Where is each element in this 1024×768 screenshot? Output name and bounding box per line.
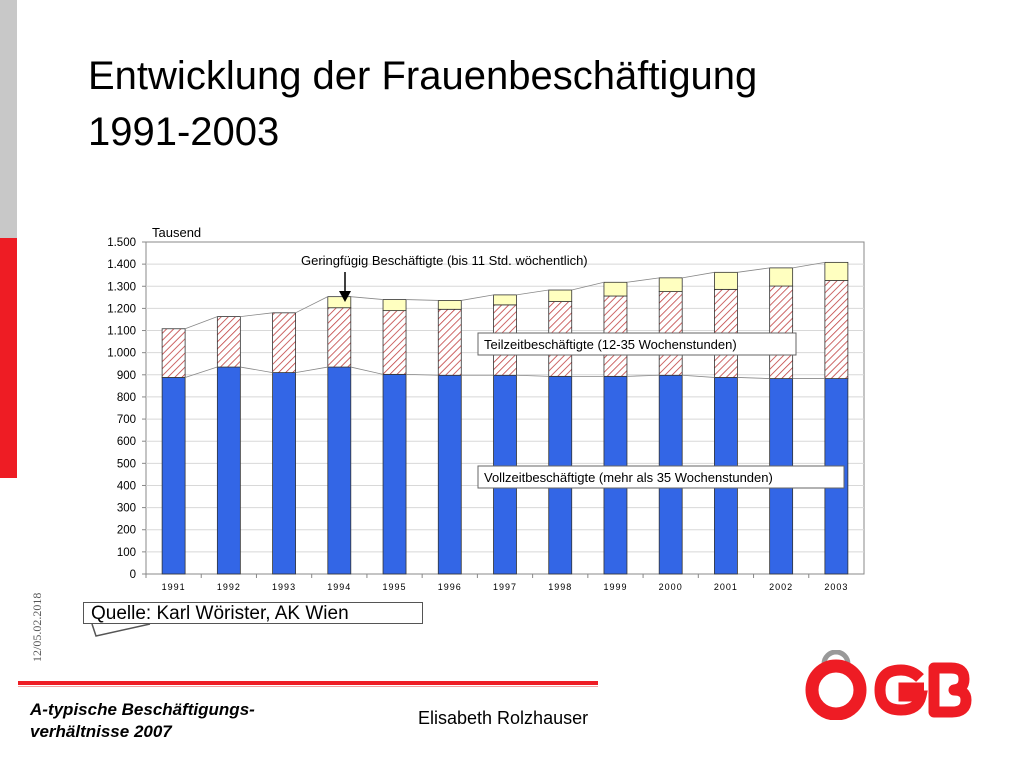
footer-topic-line-2: verhältnisse 2007 (30, 722, 172, 741)
bar-segment-parttime-2002 (770, 286, 793, 379)
footer-divider-shadow (18, 686, 598, 687)
y-tick-label: 700 (116, 414, 136, 427)
y-tick-label: 800 (116, 391, 136, 404)
y-tick-label: 100 (116, 546, 136, 559)
annotation-parttime-text: Teilzeitbeschäftigte (12-35 Wochenstunden) (484, 337, 737, 352)
x-tick-label: 1997 (492, 582, 518, 592)
bar-segment-fulltime-1994 (328, 367, 351, 574)
annotation-marginal-text: Geringfügig Beschäftigte (bis 11 Std. wöchentlich) (301, 253, 588, 268)
bar-segment-marginal-1996 (438, 300, 461, 309)
y-tick-label: 1.300 (107, 281, 136, 294)
x-tick-label: 1996 (437, 582, 462, 592)
bar-segment-marginal-1997 (494, 295, 517, 305)
y-tick-label: 0 (129, 569, 136, 581)
x-tick-label: 1993 (272, 582, 297, 592)
bar-segment-marginal-2003 (825, 262, 848, 280)
y-tick-label: 1.200 (107, 303, 136, 316)
footer-topic-line-1: A-typische Beschäftigungs- (30, 700, 255, 719)
x-tick-label: 2000 (658, 582, 683, 592)
x-tick-label: 1994 (327, 582, 352, 592)
footer-author: Elisabeth Rolzhauser (418, 708, 589, 728)
y-tick-label: 600 (116, 436, 136, 449)
slide-title-line-2: 1991-2003 (88, 110, 280, 154)
y-tick-label: 400 (116, 480, 136, 493)
y-tick-label: 200 (116, 524, 136, 537)
bar-segment-parttime-1991 (162, 329, 185, 378)
bar-segment-marginal-1999 (604, 282, 627, 296)
annotation-fulltime-text: Vollzeitbeschäftigte (mehr als 35 Wochenstunden) (484, 470, 773, 485)
y-tick-label: 900 (116, 369, 136, 382)
bar-segment-marginal-1995 (383, 300, 406, 311)
y-tick-label: 1.000 (107, 347, 136, 360)
x-tick-label: 2003 (824, 582, 849, 592)
bar-segment-parttime-1995 (383, 311, 406, 375)
y-tick-label: 1.400 (107, 259, 136, 272)
bar-segment-parttime-1994 (328, 308, 351, 367)
x-tick-label: 1998 (548, 582, 573, 592)
bar-segment-parttime-1996 (438, 309, 461, 375)
x-tick-label: 1999 (603, 582, 628, 592)
bar-segment-fulltime-1992 (217, 367, 240, 574)
y-tick-label: 300 (116, 502, 136, 515)
y-unit-label: Tausend (152, 225, 202, 240)
x-tick-label: 1992 (216, 582, 241, 592)
bar-segment-marginal-2002 (770, 268, 793, 286)
bar-segment-fulltime-1993 (273, 373, 296, 574)
bar-segment-fulltime-1991 (162, 377, 185, 574)
bar-segment-fulltime-1995 (383, 374, 406, 574)
y-tick-label: 1.500 (107, 237, 136, 249)
bar-segment-parttime-2003 (825, 281, 848, 379)
bar-segment-fulltime-1996 (438, 375, 461, 574)
slide-date: 12/05.02.2018 (30, 592, 44, 662)
x-tick-label: 2001 (713, 582, 738, 592)
y-tick-label: 1.100 (107, 325, 136, 338)
annotation-parttime (478, 333, 796, 355)
bar-segment-marginal-1998 (549, 290, 572, 302)
footer-topic (30, 699, 330, 743)
bar-segment-marginal-2001 (714, 272, 737, 289)
bar-segment-marginal-2000 (659, 278, 682, 292)
footer-divider (18, 681, 598, 685)
oegb-logo (800, 650, 975, 720)
annotation-fulltime (478, 466, 844, 488)
source-label: Quelle: Karl Wörister, AK Wien (83, 602, 423, 624)
bar-segment-parttime-1992 (217, 317, 240, 367)
bar-segment-marginal-1994 (328, 297, 351, 308)
y-tick-label: 500 (116, 458, 136, 471)
x-tick-label: 1991 (161, 582, 186, 592)
bar-segment-parttime-1993 (273, 313, 296, 373)
slide-title-line-1: Entwicklung der Frauenbeschäftigung (88, 54, 758, 98)
x-tick-label: 2002 (769, 582, 794, 592)
x-tick-label: 1995 (382, 582, 407, 592)
